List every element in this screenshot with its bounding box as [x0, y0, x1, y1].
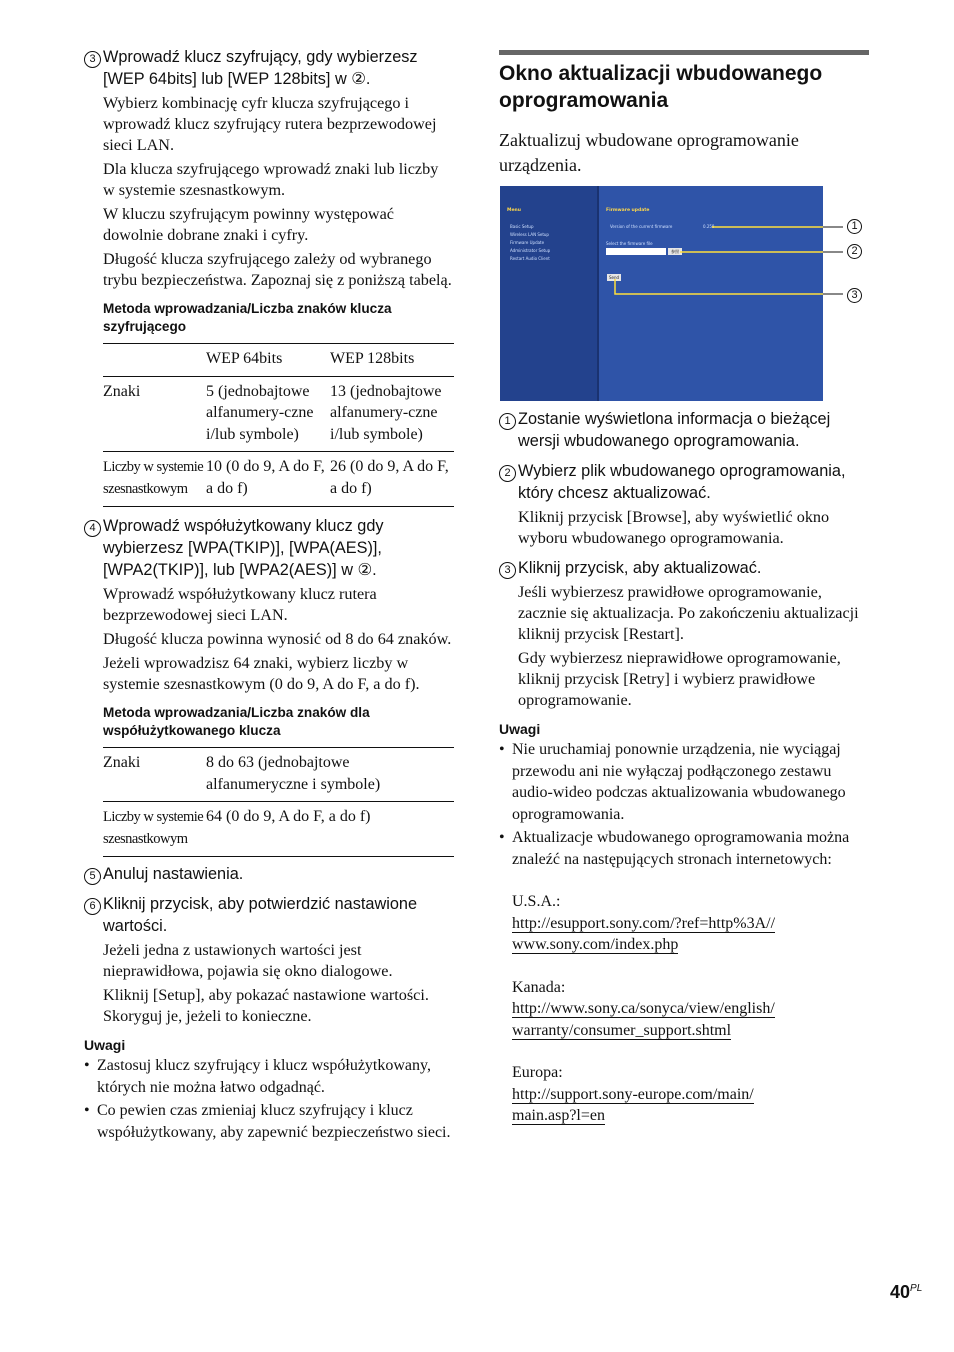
table-cell: 26 (0 do 9, A do F, a do f)	[330, 452, 454, 507]
step-title: Anuluj nastawienia.	[103, 865, 244, 883]
notes-heading: Uwagi	[84, 1037, 126, 1053]
step-title: Kliknij przycisk, aby potwierdzić nastawione wartości.	[103, 895, 417, 935]
step-title: Kliknij przycisk, aby aktualizować.	[518, 559, 762, 577]
step-5-heading	[84, 863, 454, 885]
note-item: • Co pewien czas zmieniaj klucz szyfrujący i klucz współużytkowany, aby zapewnić bezpieczeństwo sieci.	[84, 1100, 454, 1143]
notes-heading: Uwagi	[499, 721, 541, 737]
step-6-body	[103, 940, 454, 1027]
callout-lines	[500, 186, 823, 401]
note-item: • Zastosuj klucz szyfrujący i klucz współużytkowany, których nie można łatwo odgadnąć.	[84, 1055, 454, 1098]
step-4-body	[103, 584, 454, 695]
section-intro: Zaktualizuj wbudowane oprogramowanie urządzenia.	[499, 130, 799, 175]
page-language-suffix: PL	[910, 1283, 923, 1294]
canada-support-link[interactable]: warranty/consumer_support.shtml	[512, 1021, 732, 1039]
usa-support-link[interactable]: www.sony.com/index.php	[512, 936, 679, 953]
paragraph: Kliknij [Setup], aby pokazać nastawione wartości. Skoryguj je, jeżeli to konieczne.	[103, 986, 429, 1025]
table-cell: 10 (0 do 9, A do F, a do f)	[206, 452, 330, 507]
table-row	[103, 376, 454, 452]
paragraph: Kliknij przycisk [Browse], aby wyświetlić okno wyboru wbudowanego oprogramowania.	[518, 508, 830, 547]
step-title: Zostanie wyświetlona informacja o bieżącej wersji wbudowanego oprogramowania.	[518, 410, 831, 450]
left-column	[84, 46, 454, 1143]
paragraph: Długość klucza szyfrującego zależy od wybranego trybu bezpieczeństwa. Zapoznaj się z poniższą tabelą.	[103, 250, 452, 289]
paragraph: W kluczu szyfrującym powinny występować dowolnie dobrane znaki i cyfry.	[103, 205, 394, 244]
right-step-2-body	[518, 507, 869, 549]
table-cell: Znaki	[103, 376, 206, 452]
step-title: Wprowadź klucz szyfrujący, gdy wybierzesz [WEP 64bits] lub [WEP 128bits] w ②.	[103, 48, 418, 88]
step-title: Wybierz plik wbudowanego oprogramowania, który chcesz aktualizować.	[518, 462, 846, 502]
paragraph: Jeżeli jedna z ustawionych wartości jest nieprawidłowa, pojawia się okno dialogowe.	[103, 941, 393, 980]
paragraph: Długość klucza powinna wynosić od 8 do 64 znaków.	[103, 630, 452, 648]
table-cell: 8 do 63 (jednobajtowe alfanumeryczne i symbole)	[206, 748, 454, 802]
version-value: 0.258	[703, 224, 715, 229]
europe-support-link[interactable]: main.asp?l=en	[512, 1107, 605, 1124]
table-cell	[103, 344, 206, 377]
callout-1: 1	[847, 219, 862, 234]
table-caption: Metoda wprowadzania/Liczba znaków klucza szyfrującego	[103, 301, 392, 334]
step-6-heading	[84, 893, 454, 937]
panel-title: Firmware update	[606, 208, 650, 213]
step-number: 3	[84, 51, 101, 68]
right-step-2-heading	[499, 460, 869, 504]
menu-item: Restart Audio Client	[510, 256, 550, 261]
step-3-heading	[84, 46, 454, 90]
note-item	[499, 827, 869, 1127]
region-label: U.S.A.:	[512, 893, 561, 910]
menu-item: Basic Setup	[510, 224, 534, 229]
step-number: 3	[499, 562, 516, 579]
shared-key-table	[103, 747, 454, 857]
step-title: Wprowadź współużytkowany klucz gdy wybierzesz [WPA(TKIP)], [WPA(AES)], [WPA2(TKIP)], lub [WPA2(AES)] w ②.	[103, 517, 384, 579]
select-label: Select the firmware file	[606, 241, 653, 246]
right-step-3-heading	[499, 557, 869, 579]
notes-list	[499, 739, 869, 1127]
right-step-1-heading	[499, 408, 869, 452]
step-number: 5	[84, 868, 101, 885]
usa-support-link[interactable]: http://esupport.sony.com/?ref=http%3A//	[512, 914, 776, 932]
right-step-3-body	[518, 582, 869, 711]
browse-button[interactable]: 参照	[668, 248, 682, 255]
note-item: • Nie uruchamiaj ponownie urządzenia, nie wyciągaj przewodu ani nie wyłączaj podłączonego zestawu audio-wideo podczas aktualizowania wbudowanego oprogramowania.	[499, 739, 869, 825]
firmware-update-screenshot	[500, 186, 823, 401]
menu-item: Wireless LAN Setup	[510, 232, 549, 237]
table-cell: WEP 64bits	[206, 344, 330, 377]
step-number: 6	[84, 898, 101, 915]
table-cell: Liczby w systemie szesnastkowym	[103, 802, 206, 857]
page-number-value: 40	[890, 1282, 911, 1302]
section-rule	[499, 50, 869, 55]
region-label: Kanada:	[512, 978, 566, 996]
note-text: Aktualizacje wbudowanego oprogramowania można znaleźć na następujących stronach internetowych:	[512, 829, 850, 868]
menu-item: Firmware Update	[510, 240, 545, 245]
table-cell: 5 (jednobajtowe alfanumery-czne i/lub symbole)	[206, 376, 330, 452]
table-cell: 64 (0 do 9, A do F, a do f)	[206, 802, 454, 857]
paragraph: Jeżeli wprowadzisz 64 znaki, wybierz liczby w systemie szesnastkowym (0 do 9, A do F, a do f).	[103, 654, 420, 693]
page-number	[890, 1282, 922, 1303]
step-number: 4	[84, 520, 101, 537]
table-header-row	[103, 344, 454, 377]
paragraph: Wybierz kombinację cyfr klucza szyfrującego i wprowadź klucz szyfrujący rutera bezprzewodowej sieci LAN.	[103, 94, 437, 154]
encryption-key-table	[103, 343, 454, 507]
table-row	[103, 802, 454, 857]
canada-support-link[interactable]: http://www.sony.ca/sonyca/view/english/	[512, 1000, 775, 1017]
callout-3: 3	[847, 288, 862, 303]
region-label: Europa:	[512, 1064, 563, 1081]
step-4-heading	[84, 515, 454, 581]
step-number: 2	[499, 465, 516, 482]
support-links	[512, 891, 869, 1127]
paragraph: Wprowadź współużytkowany klucz rutera bezprzewodowej sieci LAN.	[103, 585, 377, 624]
notes-list	[84, 1055, 454, 1143]
step-number: 1	[499, 413, 516, 430]
menu-title: Menu	[507, 208, 521, 213]
menu-item: Administrator Setup	[510, 248, 551, 253]
step-3-body	[103, 93, 454, 291]
callout-2: 2	[847, 244, 862, 259]
paragraph: Gdy wybierzesz nieprawidłowe oprogramowanie, kliknij przycisk [Retry] i wybierz prawidłowe oprogramowanie.	[518, 649, 841, 709]
table-row	[103, 748, 454, 802]
section-title: Okno aktualizacji wbudowanego oprogramowania	[499, 62, 823, 112]
paragraph: Jeśli wybierzesz prawidłowe oprogramowanie, zacznie się aktualizacja. Po zakończeniu aktualizacji kliknij przycisk [Restart].	[518, 583, 859, 643]
table-caption: Metoda wprowadzania/Liczba znaków dla współużytkowanego klucza	[103, 705, 370, 738]
callout-leaders	[823, 186, 843, 306]
table-cell: Znaki	[103, 748, 206, 802]
europe-support-link[interactable]: http://support.sony-europe.com/main/	[512, 1085, 754, 1103]
table-cell: WEP 128bits	[330, 344, 454, 377]
table-cell: Liczby w systemie szesnastkowym	[103, 452, 206, 507]
send-button[interactable]: Send	[609, 275, 620, 280]
table-row	[103, 452, 454, 507]
version-label: Version of the current firmware	[610, 224, 673, 229]
paragraph: Dla klucza szyfrującego wprowadź znaki lub liczby w systemie szesnastkowym.	[103, 160, 439, 199]
table-cell: 13 (jednobajtowe alfanumery-czne i/lub symbole)	[330, 376, 454, 452]
right-column	[499, 408, 869, 1127]
